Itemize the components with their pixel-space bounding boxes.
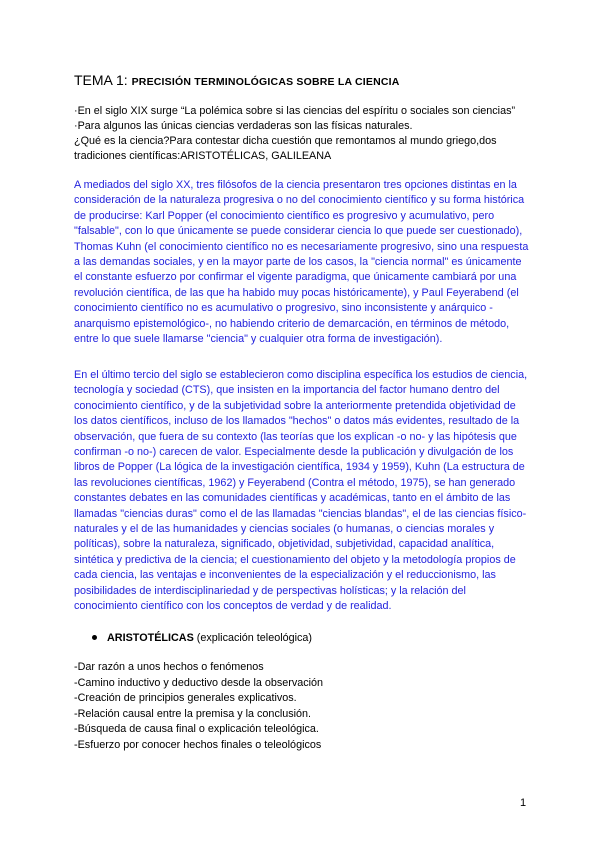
intro-line: ·En el siglo XIX surge “La polémica sobre si las ciencias del espíritu o sociales son ciencias”: [74, 105, 516, 117]
title-main: TEMA 1:: [74, 72, 132, 88]
bullet-dot-icon: [92, 635, 97, 640]
intro-line: tradiciones científicas:ARISTOTÉLICAS, GALILEANA: [74, 150, 332, 162]
paragraph-philosophers: A mediados del siglo XX, tres filósofos de la ciencia presentaron tres opciones distintas en la consideración de la naturaleza progresiva o no del conocimiento científico y su forma histórica de producirse: Karl Popper (el conocimiento científico es progresivo y acumulativo, pero "falsable", con lo que únicamente se puede considerar ciencia lo que puede ser cuestionado), Thomas Kuhn (el conocimiento científico no es necesariamente progresivo, sino una respuesta a las demandas sociales, y en la mayor parte de los casos, la "ciencia normal" es únicamente el constante esfuerzo por confirmar el vigente paradigma, que únicamente cambiará por una revolución científica, de las que ha habido muy pocas históricamente), y Paul Feyerabend (el conocimiento científico no es acumulativo o progresivo, sino inconsistente y anárquico -anarquismo epistemológico-, no habiendo criterio de demarcación, en términos de método, entre lo que suele llamarse "ciencia" y cualquier otra forma de investigación).: [74, 179, 529, 346]
list-item: -Creación de principios generales explicativos.: [74, 692, 297, 704]
bullet-description: (explicación teleológica): [193, 632, 313, 644]
page-title: [74, 72, 400, 88]
page-number: 1: [520, 797, 527, 809]
list-item: -Esfuerzo por conocer hechos finales o teleológicos: [74, 738, 322, 751]
paragraph-cts: En el último tercio del siglo se establecieron como disciplina específica los estudios de ciencia, tecnología y sociedad (CTS), que insisten en la importancia del factor humano dentro del conocimiento científico, y de la subjetividad sobre la anteriormente pretendida objetividad de los datos científicos, incluso de los llamados "hechos" o datos más evidentes, resultado de la observación, que fuera de su contexto (las teorías que los explican -o no- y las hipótesis que confirman -o no-) carecen de valor. Especialmente desde la publicación y divulgación de los libros de Popper (La lógica de la investigación científica, 1934 y 1959), Kuhn (La estructura de las revoluciones científicas, 1962) y Feyerabend (Contra el método, 1975), se han generado constantes debates en las comunidades científicas y académicas, tanto en el ámbito de las llamadas "ciencias duras" como el de las llamadas "ciencias blandas", el de las ciencias físico-naturales y el de las humanidades y ciencias sociales (o humanas, o ciencias morales y políticas), sobre la naturaleza, significado, objetividad, subjetividad, capacidad analítica, sintética y predictiva de la ciencia; el cuestionamiento del objeto y la metodología propios de cada ciencia, las ventajas e inconvenientes de la especialización y el reduccionismo, las posibilidades de interdisciplinariedad y de perspectivas holísticas; y la relación del conocimiento científico con los conceptos de verdad y de realidad.: [74, 369, 528, 613]
list-item: -Relación causal entre la premisa y la conclusión.: [74, 707, 312, 720]
intro-block: [74, 104, 544, 164]
characteristics-list: [74, 660, 323, 753]
intro-line: ·Para algunos las únicas ciencias verdaderas son las físicas naturales.: [74, 120, 413, 132]
title-subtitle: PRECISIÓN TERMINOLÓGICAS SOBRE LA CIENCIA: [131, 76, 400, 88]
bullet-heading: ARISTOTÉLICAS: [107, 632, 194, 644]
bullet-aristotelicas: [92, 632, 312, 644]
intro-line: ¿Qué es la ciencia?Para contestar dicha cuestión que remontamos al mundo griego,dos: [74, 135, 497, 147]
list-item: -Camino inductivo y deductivo desde la observación: [74, 676, 324, 689]
list-item: -Dar razón a unos hechos o fenómenos: [74, 661, 264, 673]
list-item: -Búsqueda de causa final o explicación teleológica.: [74, 723, 319, 735]
